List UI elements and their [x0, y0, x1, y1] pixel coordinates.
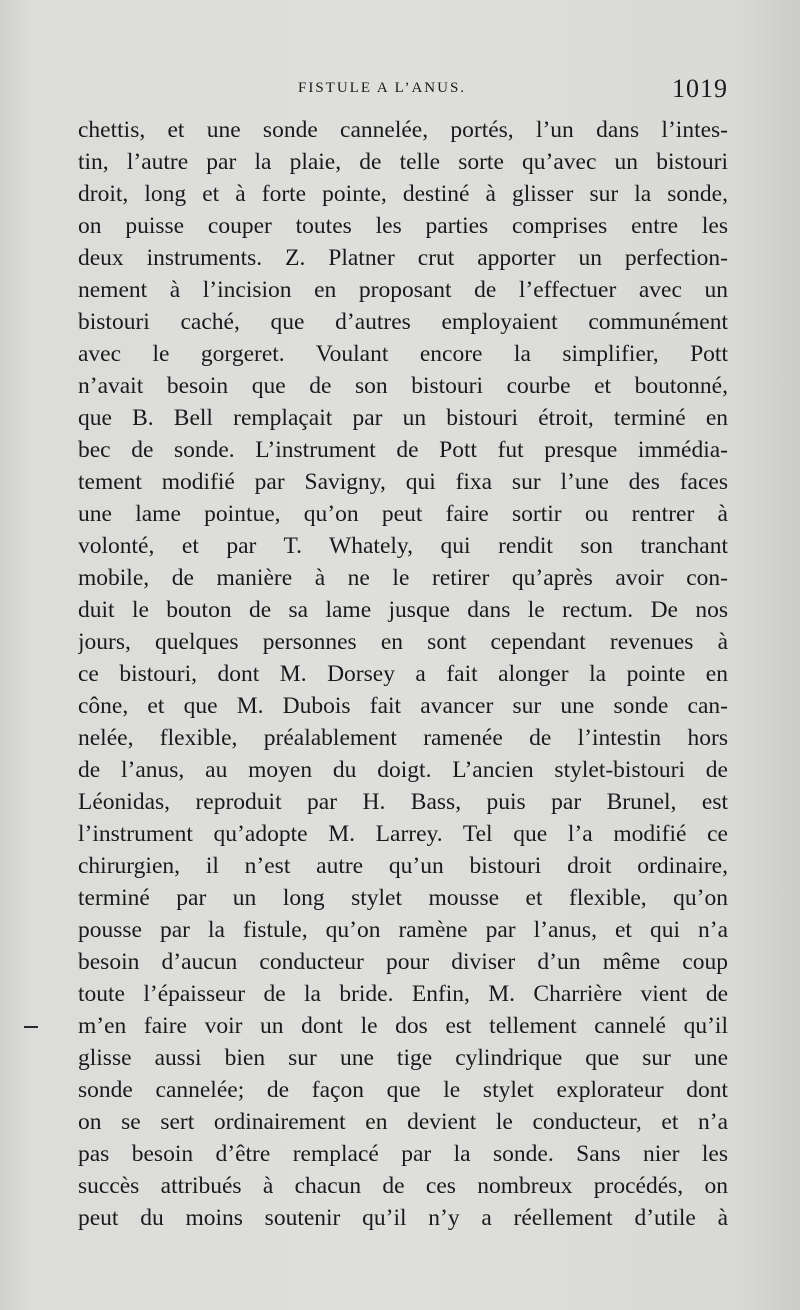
text-line: glisse aussi bien sur une tige cylindrique que sur une [78, 1045, 728, 1071]
text-line: duit le bouton de sa lame jusque dans le rectum. De nos [78, 597, 728, 623]
text-line: deux instruments. Z. Platner crut apporter un perfection- [78, 245, 728, 271]
text-line: n’avait besoin que de son bistouri courbe et boutonné, [78, 373, 728, 399]
text-line: ce bistouri, dont M. Dorsey a fait alonger la pointe en [78, 661, 728, 687]
page-number: 1019 [672, 74, 728, 103]
text-line: on se sert ordinairement en devient le conducteur, et n’a [78, 1109, 728, 1135]
text-line: une lame pointue, qu’on peut faire sortir ou rentrer à [78, 501, 728, 527]
running-title: FISTULE A L’ANUS. [298, 80, 467, 96]
text-line: cône, et que M. Dubois fait avancer sur une sonde can- [78, 693, 728, 719]
text-line: besoin d’aucun conducteur pour diviser d’un même coup [78, 949, 728, 975]
text-line: peut du moins soutenir qu’il n’y a réellement d’utile à [78, 1205, 728, 1231]
text-line: pas besoin d’être remplacé par la sonde. Sans nier les [78, 1141, 728, 1167]
text-line: nelée, flexible, préalablement ramenée de l’intestin hors [78, 725, 728, 751]
text-line: mobile, de manière à ne le retirer qu’après avoir con- [78, 565, 728, 591]
running-head [78, 74, 728, 104]
text-line: jours, quelques personnes en sont cependant revenues à [78, 629, 728, 655]
text-line: volonté, et par T. Whately, qui rendit son tranchant [78, 533, 728, 559]
text-line: l’instrument qu’adopte M. Larrey. Tel que l’a modifié ce [78, 821, 728, 847]
text-line: sonde cannelée; de façon que le stylet explorateur dont [78, 1077, 728, 1103]
text-line: bistouri caché, que d’autres employaient communément [78, 309, 728, 335]
text-line: tin, l’autre par la plaie, de telle sorte qu’avec un bistouri [78, 149, 728, 175]
text-line: tement modifié par Savigny, qui fixa sur l’une des faces [78, 469, 728, 495]
text-line: avec le gorgeret. Voulant encore la simplifier, Pott [78, 341, 728, 367]
text-line: chirurgien, il n’est autre qu’un bistouri droit ordinaire, [78, 853, 728, 879]
text-line: de l’anus, au moyen du doigt. L’ancien stylet-bistouri de [78, 757, 728, 783]
text-line: droit, long et à forte pointe, destiné à glisser sur la sonde, [78, 181, 728, 207]
text-line: Léonidas, reproduit par H. Bass, puis par Brunel, est [78, 789, 728, 815]
text-line: succès attribués à chacun de ces nombreux procédés, on [78, 1173, 728, 1199]
margin-dash [24, 1026, 38, 1028]
text-line: terminé par un long stylet mousse et flexible, qu’on [78, 885, 728, 911]
text-line: on puisse couper toutes les parties comprises entre les [78, 213, 728, 239]
text-line: chettis, et une sonde cannelée, portés, l’un dans l’intes- [78, 117, 728, 143]
text-line: bec de sonde. L’instrument de Pott fut presque immédia- [78, 437, 728, 463]
text-line: toute l’épaisseur de la bride. Enfin, M. Charrière vient de [78, 981, 728, 1007]
text-line: m’en faire voir un dont le dos est tellement cannelé qu’il [78, 1013, 728, 1039]
body-text [78, 114, 728, 1234]
text-line: que B. Bell remplaçait par un bistouri étroit, terminé en [78, 405, 728, 431]
text-line: pousse par la fistule, qu’on ramène par l’anus, et qui n’a [78, 917, 728, 943]
text-line: nement à l’incision en proposant de l’effectuer avec un [78, 277, 728, 303]
